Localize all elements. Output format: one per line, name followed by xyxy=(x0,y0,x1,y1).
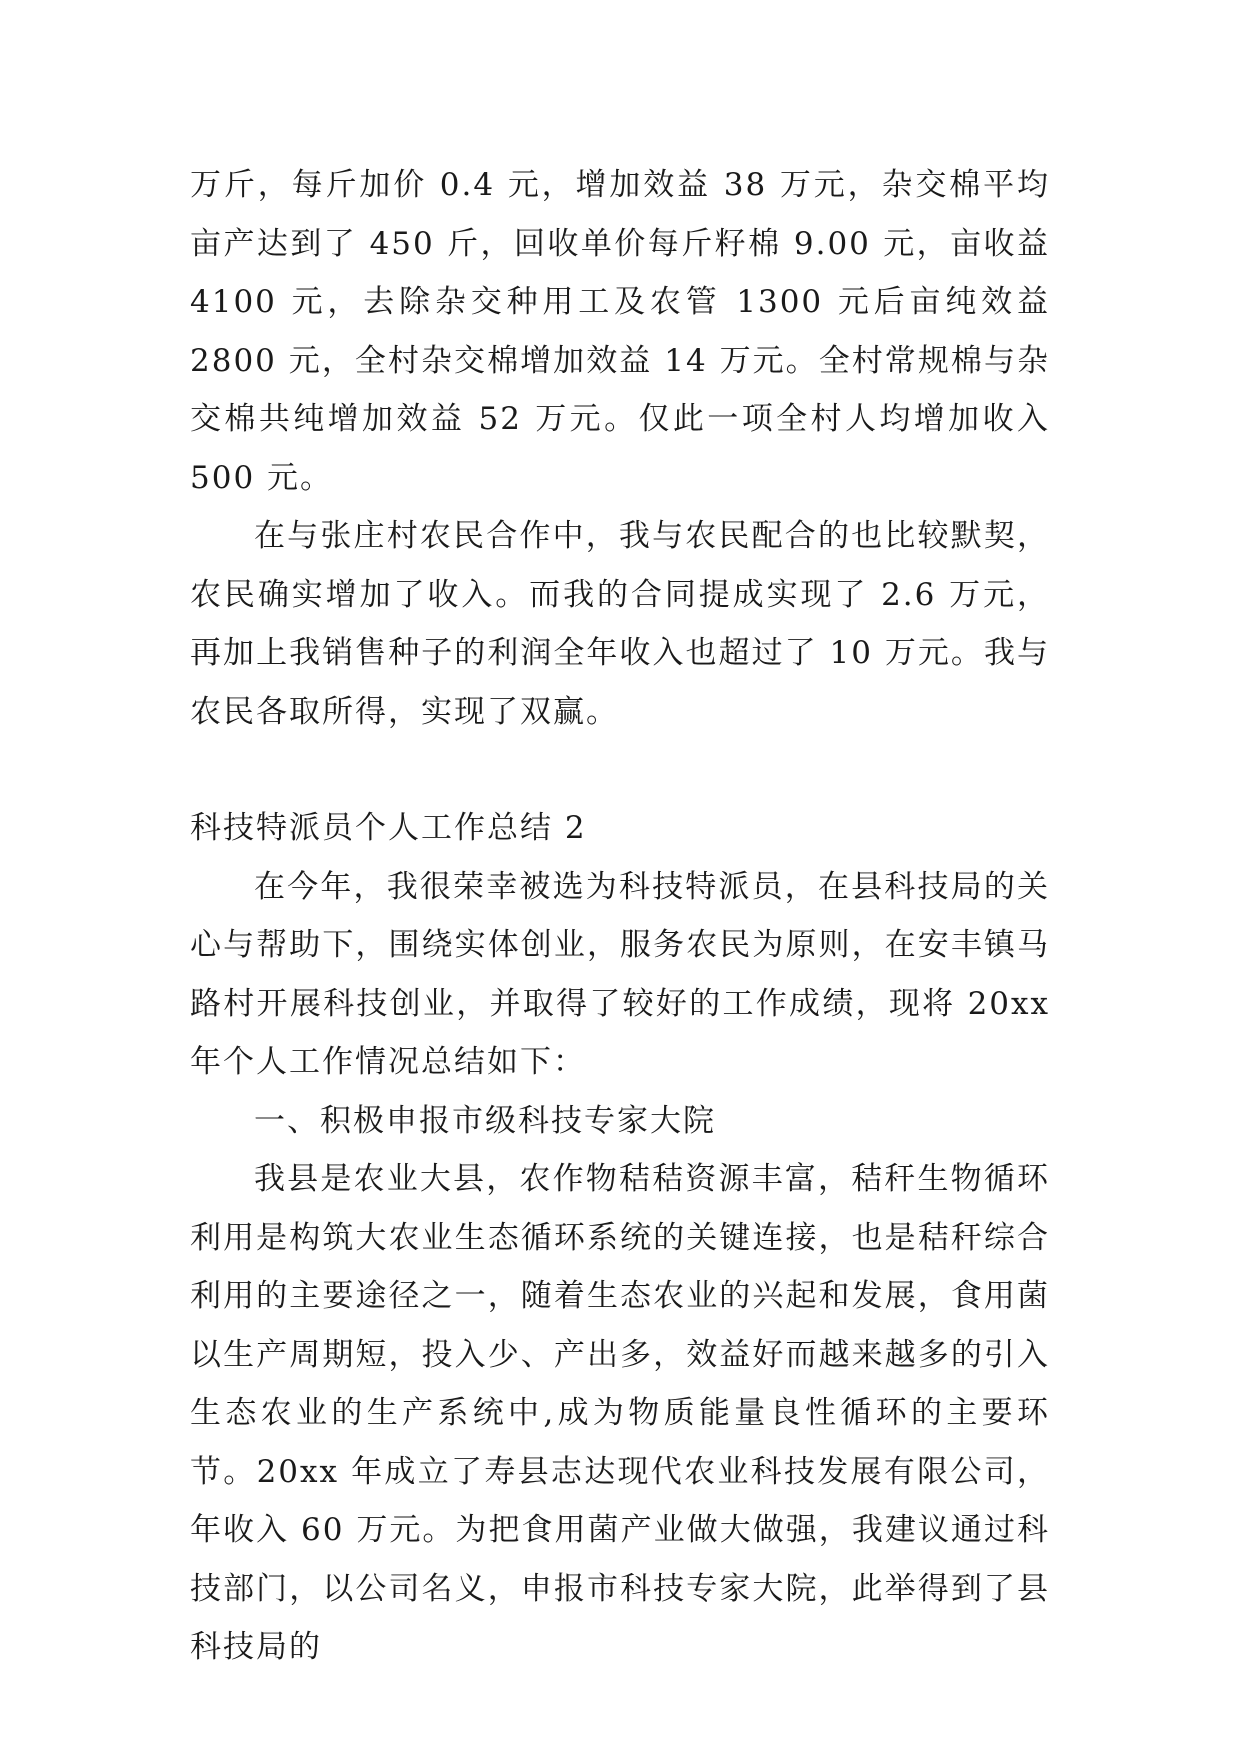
paragraph-cotton-yield: 万斤，每斤加价 0.4 元，增加效益 38 万元，杂交棉平均亩产达到了 450 斤，回收单价每斤籽棉 9.00 元，亩收益 4100 元，去除杂交种用工及农管 1300 元后亩纯效益 2800 元，全村杂交棉增加效益 14 万元。全村常规棉与杂交棉共纯增加效益 52 万元。仅此一项全村人均增加收入 500 元。 xyxy=(190,167,1050,496)
paragraph-intro: 在今年，我很荣幸被选为科技特派员，在县科技局的关心与帮助下，围绕实体创业，服务农民为原则，在安丰镇马路村开展科技创业，并取得了较好的工作成绩，现将 20xx 年个人工作情况总结如下： xyxy=(190,868,1050,1080)
paragraph-cooperation: 在与张庄村农民合作中，我与农民配合的也比较默契，农民确实增加了收入。而我的合同提成实现了 2.6 万元，再加上我销售种子的利润全年收入也超过了 10 万元。我与农民各取所得，实现了双赢。 xyxy=(190,518,1050,730)
heading-one: 一、积极申报市级科技专家大院 xyxy=(254,1102,716,1139)
paragraph-expert-courtyard: 我县是农业大县，农作物秸秸资源丰富，秸秆生物循环利用是构筑大农业生态循环系统的关键连接，也是秸秆综合利用的主要途径之一，随着生态农业的兴起和发展，食用菌以生产周期短，投入少、产出多，效益好而越来越多的引入生态农业的生产系统中,成为物质能量良性循环的主要环节。20xx 年成立了寿县志达现代农业科技发展有限公司，年收入 60 万元。为把食用菌产业做大做强，我建议通过科技部门，以公司名义，申报市科技专家大院，此举得到了县科技局的 xyxy=(190,1161,1050,1665)
document-body xyxy=(190,156,1050,1677)
section-title: 科技特派员个人工作总结 2 xyxy=(190,810,587,846)
